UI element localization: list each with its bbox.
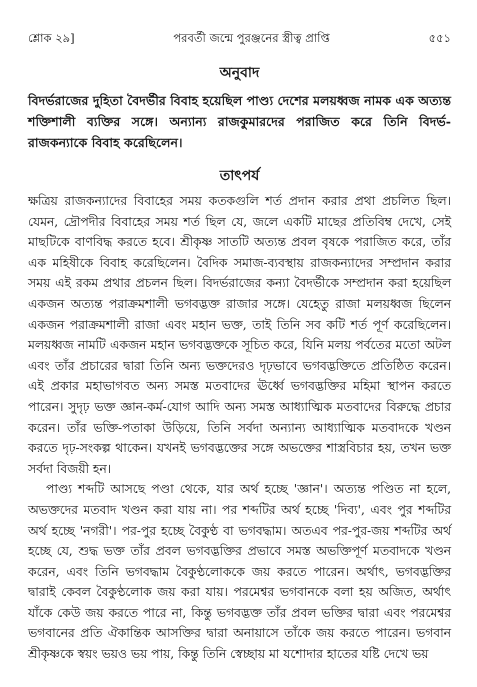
purport-heading: তাৎপর্য bbox=[219, 168, 260, 184]
purport-body bbox=[28, 191, 451, 665]
verse-reference: শ্লোক ২৯] bbox=[28, 31, 75, 45]
translation-text: বিদর্ভরাজের দুহিতা বৈদর্ভীর বিবাহ হয়েছিল পাণ্ড্য দেশের মলয়ধ্বজ নামক এক অত্যন্ত শক্তিশালী ব্যক্তির সঙ্গে। অন্যান্য রাজকুমারদের পরাজিত করে তিনি বিদর্ভ-রাজকন্যাকে বিবাহ করেছিলেন। bbox=[28, 93, 451, 150]
running-title: পরবর্তী জন্মে পুরঞ্জনের স্ত্রীত্ব প্রাপ্তি bbox=[173, 31, 330, 45]
purport-paragraph: ক্ষত্রিয় রাজকন্যাদের বিবাহের সময় কতকগুলি শর্ত প্রদান করার প্রথা প্রচলিত ছিল। যেমন, দ্রৌপদীর বিবাহের সময় শর্ত ছিল যে, জলে একটি মাছের প্রতিবিম্ব দেখে, সেই মাছটিকে বাণবিদ্ধ করতে হবে। শ্রীকৃষ্ণ সাতটি অত্যন্ত প্রবল বৃষকে পরাজিত করে, তাঁর এক মহিষীকে বিবাহ করেছিলেন। বৈদিক সমাজ-ব্যবস্থায় রাজকন্যাদের সম্প্রদান করার সময় এই রকম প্রথার প্রচলন ছিল। বিদর্ভরাজের কন্যা বৈদর্ভীকে সম্প্রদান করা হয়েছিল একজন অত্যন্ত পরাক্রমশালী ভগবদ্ভক্ত রাজার সঙ্গে। যেহেতু রাজা মলয়ধ্বজ ছিলেন একজন পরাক্রমশালী রাজা এবং মহান ভক্ত, তাই তিনি সব কটি শর্ত পূর্ণ করেছিলেন। মলয়ধ্বজ নামটি একজন মহান ভগবদ্ভক্তকে সূচিত করে, যিনি মলয় পর্বতের মতো অটল এবং তাঁর প্রচারের দ্বারা তিনি অন্য ভক্তদেরও দৃঢ়ভাবে ভগবদ্ভক্তিতে প্রতিষ্ঠিত করেন। এই প্রকার মহাভাগবত অন্য সমস্ত মতবাদের ঊর্ধ্বে ভগবদ্ভক্তির মহিমা স্থাপন করতে পারেন। সুদৃঢ় ভক্ত জ্ঞান-কর্ম-যোগ আদি অন্য সমস্ত আধ্যাত্মিক মতবাদের বিরুদ্ধে প্রচার করেন। তাঁর ভক্তি-পতাকা উড়িয়ে, তিনি সর্বদা অন্যান্য আধ্যাত্মিক মতবাদকে খণ্ডন করতে দৃঢ়-সংকল্প থাকেন। যখনই ভগবদ্ভক্তের সঙ্গে অভক্তের শাস্ত্রবিচার হয়, তখন ভক্ত সর্বদা বিজয়ী হন। bbox=[28, 194, 451, 476]
page-header bbox=[28, 30, 451, 46]
translation-heading: অনুবাদ bbox=[219, 65, 260, 81]
page-number: ৫৫১ bbox=[428, 31, 451, 45]
purport-paragraph: পাণ্ড্য শব্দটি আসছে পণ্ডা থেকে, যার অর্থ হচ্ছে 'জ্ঞান'। অত্যন্ত পণ্ডিত না হলে, অভক্তদের মতবাদ খণ্ডন করা যায় না। পর শব্দটির অর্থ হচ্ছে 'দিব্য', এবং পুর শব্দটির অর্থ হচ্ছে 'নগরী'। পর-পুর হচ্ছে বৈকুণ্ঠ বা ভগবদ্ধাম। অতএব পর-পুর-জয় শব্দটির অর্থ হচ্ছে যে, শুদ্ধ ভক্ত তাঁর প্রবল ভগবদ্ভক্তির প্রভাবে সমস্ত অভক্তিপূর্ণ মতবাদকে খণ্ডন করেন, এবং তিনি ভগবদ্ধাম বৈকুণ্ঠলোককে জয় করতে পারেন। অর্থাৎ, ভগবদ্ভক্তির দ্বারাই কেবল বৈকুণ্ঠলোক জয় করা যায়। পরমেশ্বর ভগবানকে বলা হয় অজিত, অর্থাৎ যাঁকে কেউ জয় করতে পারে না, কিন্তু ভগবদ্ভক্ত তাঁর প্রবল ভক্তির দ্বারা এবং পরমেশ্বর ভগবানের প্রতি ঐকান্তিক আসক্তির দ্বারা অনায়াসে তাঁকে জয় করতে পারেন। ভগবান শ্রীকৃষ্ণকে স্বয়ং ভয়ও ভয় পায়, কিন্তু তিনি স্বেচ্ছায় মা যশোদার হাতের যষ্টি দেখে ভয় bbox=[28, 482, 451, 662]
